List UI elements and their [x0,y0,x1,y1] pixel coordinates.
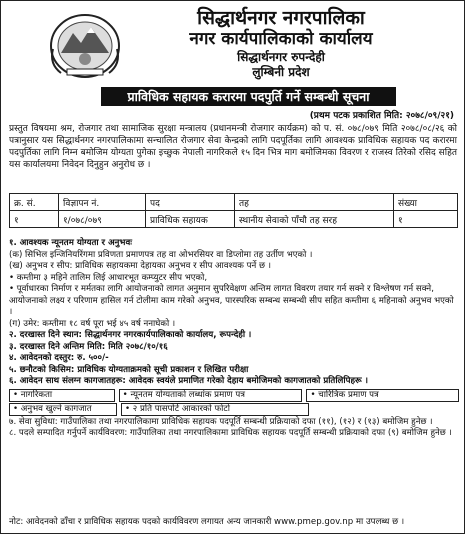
experience-bullet: • पूर्वाधारका निर्माण र मर्मतका लागि आयोजनाको लागत अनुमान सुपरिवेक्षण अन्तिम लागत विवरण तयार गर्न सक्ने र विश्लेषण गर्न सक्ने, आयोजनाको लक्ष्य र परिणाम हासिल गर्न टोलीमा काम गरेको अनुभव, पारस्परिक सम्बन्ध सम्बन्धी सीप सहित कम्तीमा ६ महिनाको अनुभव भएको । [9,284,454,317]
qualification-experience: (ख) अनुभव र सीप: प्राविधिक सहायकमा देहायका अनुभव र सीप आवश्यक पर्ने छ । [9,261,271,271]
notice-body [9,238,459,440]
document-item: • न्यूनतम योग्यताको लब्धांक प्रमाण पत्र [119,389,303,402]
municipality-name: सिद्धार्थनगर नगरपालिका [197,7,365,29]
nepal-emblem-logo [47,9,123,79]
section-documents: ६. आवेदन साथ संलग्न कागजातहरू: आवेदक स्वयंले प्रमाणित गरेको देहाय बमोजिमको कागजातको प्रतिलिपिहरू । [9,376,368,386]
footer-note: नोट: आवेदनको ढाँचा र प्राविधिक सहायक पदको कार्यविवरण लगायत अन्य जानकारी www.pmep.gov.np मा उपलब्ध छ । [9,517,405,527]
qualification-education: (क) सिभिल इन्जिनियरिंगमा प्रविणता प्रमाणपत्र तह वा ओभरसियर वा डिप्लोमा तह उर्तीण भएको । [9,249,313,260]
qualification-age: (ग) उमेर: कम्तीमा १८ वर्ष पूरा भई ४५ वर्ष ननाघेको । [9,318,176,329]
section-fee: ४. आवेदनको दस्तुर: रु. ५००/- [9,353,109,363]
column-header: तह [235,194,394,211]
section-application-place: २. दरखास्त दिने स्थान: सिद्धार्थनगर नगरकार्यपालिकाको कार्यालय, रूपन्देही । [9,330,252,340]
table-cell: प्राविधिक सहायक [146,211,235,228]
section-selection-method: ५. छनौटको किसिम: प्राविधिक योग्यताक्रमको सूची प्रकाशन र लिखित परीक्षा [9,364,249,375]
office-address: सिद्धार्थनगर रुपन्देही [237,50,325,64]
document-item: • चारित्रिक प्रमाण पत्र [306,389,459,402]
vacancy-table [9,193,458,228]
section-job-description: ८. पदले सम्पादित गर्नुपर्ने कार्यविवरण: गाउँपालिका तथा नगरपालिकामा प्राविधिक सहायक पदपूर्ति सम्बन्धी प्रक्रियाको दफा (९) बमोजिम हुनेछ । [9,428,452,438]
section-deadline: ३. दरखास्त दिने अन्तिम मिति: मिति २०७८/१०/१६ [9,341,168,352]
intro-paragraph: प्रस्तुत विषयमा श्रम, रोजगार तथा सामाजिक सुरक्षा मन्त्रालय (प्रधानमन्त्री रोजगार कार्यक्रम) को प. सं. ०७८/०७९ मिति २०७८/०८/२६ को पत्रानुसार यस सिद्धार्थनगर नगरपालिकामा सन्चालित रोजगार सेवा केन्द्रको लागि पदपूर्तिका लागि आवश्यक प्राविधिक सहायक पद करारमा पदपुर्तिका लागि निम्न बमोजिम योग्यता पुगेका इच्छुक नेपाली नागरिकले १५ दिन भित्र माग बमोजिमका विवरण र राजस्व तिरेको रसिद सहित यस कार्यालयमा निवेदन दिनुहुन अनुरोध छ । [9,124,457,170]
document-item: • नागरिकता [9,389,115,402]
table-cell: स्थानीय सेवाको पाँचौ तह सरह [235,211,394,228]
province-name: लुम्बिनी प्रदेश [252,65,310,79]
column-header: पद [146,194,235,211]
notice-title-banner: प्राविधिक सहायक करारमा पदपुर्ति गर्ने सम्बन्धी सूचना [101,87,396,106]
document-item: • २ प्रति पासपोर्ट आकारको फोटो [121,403,309,416]
publication-date: (प्रथम पटक प्रकाशित मिति: २०७८/०९/२१) [309,111,454,121]
table-cell: १ [10,211,59,228]
letterhead [131,7,431,80]
documents-row [9,403,459,416]
table-row [10,211,458,228]
column-header: संख्या [394,194,458,211]
table-cell: १/०७८/०७९ [59,211,146,228]
table-cell: १ [394,211,458,228]
column-header: क्र. सं. [10,194,59,211]
table-header-row [10,194,458,211]
experience-bullet: • कम्तीमा ३ महिने तालिम लिई आधारभूत कम्प्युटर सीप भएको, [9,272,208,283]
section-service-benefits: ७. सेवा सुविधा: गाउँपालिका तथा नगरपालिकामा प्राविधिक सहायक पदपूर्ति सम्बन्धी प्रक्रियाको दफा (११), (१२) र (१३) बमोजिम हुनेछ । [9,416,433,427]
document-item: • अनुभव खुल्ने कागजात [9,403,117,416]
column-header: विज्ञापन नं. [59,194,146,211]
section-qualification-heading: १. आवश्यक न्यूनतम योग्यता र अनुभवः [9,238,132,248]
documents-row [9,389,459,402]
office-name: नगर कार्यपालिकाको कार्यालय [189,29,373,49]
